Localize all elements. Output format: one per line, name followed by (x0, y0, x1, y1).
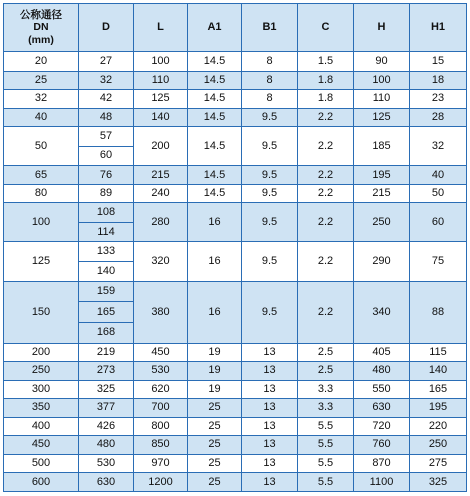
cell-l: 380 (134, 281, 188, 343)
cell-b1: 9.5 (242, 127, 298, 166)
table-row (4, 281, 467, 302)
cell-b1: 13 (242, 343, 298, 362)
cell-dn: 250 (4, 362, 79, 381)
cell-dn: 150 (4, 281, 79, 343)
cell-h: 760 (354, 436, 410, 455)
cell-d: 42 (79, 90, 134, 109)
cell-a1: 25 (188, 436, 242, 455)
cell-d: 480 (79, 436, 134, 455)
cell-d: 114 (79, 222, 134, 242)
cell-l: 280 (134, 203, 188, 242)
cell-d: 140 (79, 262, 134, 282)
cell-c: 3.3 (298, 380, 354, 399)
cell-h1: 165 (410, 380, 467, 399)
cell-d: 168 (79, 323, 134, 344)
cell-c: 5.5 (298, 417, 354, 436)
cell-h1: 115 (410, 343, 467, 362)
cell-c: 5.5 (298, 454, 354, 473)
cell-dn: 32 (4, 90, 79, 109)
cell-a1: 14.5 (188, 52, 242, 72)
cell-dn: 25 (4, 71, 79, 90)
cell-h1: 32 (410, 127, 467, 166)
table-row (4, 417, 467, 436)
cell-l: 970 (134, 454, 188, 473)
header-h1: H1 (410, 4, 467, 52)
header-d: D (79, 4, 134, 52)
cell-h: 630 (354, 399, 410, 418)
cell-a1: 14.5 (188, 90, 242, 109)
table-row (4, 71, 467, 90)
cell-h1: 40 (410, 166, 467, 185)
cell-h1: 325 (410, 473, 467, 492)
cell-h: 405 (354, 343, 410, 362)
cell-c: 2.2 (298, 281, 354, 343)
cell-h1: 140 (410, 362, 467, 381)
cell-d: 325 (79, 380, 134, 399)
cell-h: 290 (354, 242, 410, 281)
cell-d: 48 (79, 108, 134, 127)
cell-a1: 16 (188, 203, 242, 242)
table-row (4, 362, 467, 381)
cell-h1: 18 (410, 71, 467, 90)
cell-c: 2.2 (298, 108, 354, 127)
cell-l: 100 (134, 52, 188, 72)
cell-b1: 9.5 (242, 184, 298, 203)
cell-l: 800 (134, 417, 188, 436)
cell-b1: 13 (242, 473, 298, 492)
cell-d: 426 (79, 417, 134, 436)
cell-h: 195 (354, 166, 410, 185)
cell-dn: 400 (4, 417, 79, 436)
header-b1: B1 (242, 4, 298, 52)
cell-a1: 25 (188, 399, 242, 418)
cell-a1: 16 (188, 242, 242, 281)
cell-c: 2.2 (298, 166, 354, 185)
table-row (4, 473, 467, 492)
cell-a1: 25 (188, 454, 242, 473)
cell-b1: 13 (242, 417, 298, 436)
cell-d: 630 (79, 473, 134, 492)
table-row (4, 90, 467, 109)
cell-h1: 275 (410, 454, 467, 473)
cell-a1: 14.5 (188, 71, 242, 90)
header-dn-line: DN (33, 21, 49, 34)
cell-h: 870 (354, 454, 410, 473)
header-row (4, 4, 467, 52)
cell-a1: 19 (188, 380, 242, 399)
header-dn-line: 公称通径 (20, 9, 62, 22)
cell-h: 185 (354, 127, 410, 166)
cell-c: 5.5 (298, 436, 354, 455)
table-row (4, 380, 467, 399)
cell-b1: 8 (242, 52, 298, 72)
cell-c: 1.8 (298, 71, 354, 90)
cell-h1: 15 (410, 52, 467, 72)
cell-d: 273 (79, 362, 134, 381)
cell-b1: 9.5 (242, 108, 298, 127)
cell-h1: 88 (410, 281, 467, 343)
header-l: L (134, 4, 188, 52)
cell-b1: 9.5 (242, 242, 298, 281)
cell-c: 2.5 (298, 362, 354, 381)
cell-h1: 250 (410, 436, 467, 455)
cell-dn: 450 (4, 436, 79, 455)
cell-a1: 14.5 (188, 166, 242, 185)
cell-b1: 13 (242, 454, 298, 473)
cell-a1: 14.5 (188, 127, 242, 166)
cell-c: 2.2 (298, 184, 354, 203)
cell-b1: 13 (242, 362, 298, 381)
cell-d: 159 (79, 281, 134, 302)
table-row (4, 399, 467, 418)
cell-b1: 13 (242, 380, 298, 399)
cell-b1: 13 (242, 436, 298, 455)
cell-d: 32 (79, 71, 134, 90)
cell-dn: 65 (4, 166, 79, 185)
cell-h: 340 (354, 281, 410, 343)
cell-b1: 13 (242, 399, 298, 418)
cell-h1: 75 (410, 242, 467, 281)
cell-l: 200 (134, 127, 188, 166)
cell-h: 250 (354, 203, 410, 242)
cell-l: 320 (134, 242, 188, 281)
cell-l: 140 (134, 108, 188, 127)
cell-dn: 50 (4, 127, 79, 166)
header-h: H (354, 4, 410, 52)
cell-l: 110 (134, 71, 188, 90)
cell-l: 125 (134, 90, 188, 109)
dimension-table (3, 3, 467, 492)
cell-a1: 25 (188, 417, 242, 436)
cell-dn: 600 (4, 473, 79, 492)
cell-c: 2.5 (298, 343, 354, 362)
cell-h1: 28 (410, 108, 467, 127)
table-row (4, 203, 467, 223)
cell-c: 1.5 (298, 52, 354, 72)
table-row (4, 108, 467, 127)
cell-dn: 200 (4, 343, 79, 362)
cell-c: 2.2 (298, 242, 354, 281)
cell-d: 57 (79, 127, 134, 147)
table-row (4, 166, 467, 185)
cell-h1: 220 (410, 417, 467, 436)
table-row (4, 127, 467, 147)
cell-a1: 25 (188, 473, 242, 492)
cell-h: 480 (354, 362, 410, 381)
cell-l: 240 (134, 184, 188, 203)
cell-h1: 50 (410, 184, 467, 203)
cell-h1: 60 (410, 203, 467, 242)
cell-dn: 100 (4, 203, 79, 242)
cell-d: 530 (79, 454, 134, 473)
cell-b1: 9.5 (242, 281, 298, 343)
cell-a1: 16 (188, 281, 242, 343)
cell-d: 219 (79, 343, 134, 362)
cell-a1: 19 (188, 343, 242, 362)
table-row (4, 184, 467, 203)
header-c: C (298, 4, 354, 52)
cell-l: 700 (134, 399, 188, 418)
cell-h: 720 (354, 417, 410, 436)
cell-dn: 500 (4, 454, 79, 473)
cell-dn: 125 (4, 242, 79, 281)
cell-dn: 80 (4, 184, 79, 203)
cell-l: 450 (134, 343, 188, 362)
cell-c: 3.3 (298, 399, 354, 418)
cell-a1: 14.5 (188, 184, 242, 203)
cell-c: 2.2 (298, 203, 354, 242)
cell-c: 5.5 (298, 473, 354, 492)
table-row (4, 436, 467, 455)
cell-dn: 20 (4, 52, 79, 72)
cell-l: 215 (134, 166, 188, 185)
cell-h: 90 (354, 52, 410, 72)
cell-a1: 14.5 (188, 108, 242, 127)
cell-d: 165 (79, 302, 134, 323)
cell-dn: 40 (4, 108, 79, 127)
cell-b1: 9.5 (242, 203, 298, 242)
cell-c: 2.2 (298, 127, 354, 166)
cell-b1: 8 (242, 71, 298, 90)
header-dn-line: (mm) (28, 33, 54, 46)
cell-l: 530 (134, 362, 188, 381)
table-row (4, 454, 467, 473)
cell-d: 377 (79, 399, 134, 418)
cell-d: 108 (79, 203, 134, 223)
cell-l: 1200 (134, 473, 188, 492)
cell-d: 60 (79, 146, 134, 166)
cell-h1: 23 (410, 90, 467, 109)
cell-b1: 9.5 (242, 166, 298, 185)
cell-b1: 8 (242, 90, 298, 109)
cell-h: 100 (354, 71, 410, 90)
table-body (4, 52, 467, 492)
cell-dn: 300 (4, 380, 79, 399)
cell-h: 110 (354, 90, 410, 109)
cell-c: 1.8 (298, 90, 354, 109)
cell-d: 89 (79, 184, 134, 203)
cell-h: 550 (354, 380, 410, 399)
cell-dn: 350 (4, 399, 79, 418)
header-a1: A1 (188, 4, 242, 52)
cell-d: 27 (79, 52, 134, 72)
cell-d: 133 (79, 242, 134, 262)
cell-h1: 195 (410, 399, 467, 418)
cell-h: 1100 (354, 473, 410, 492)
cell-h: 215 (354, 184, 410, 203)
table-row (4, 242, 467, 262)
cell-l: 620 (134, 380, 188, 399)
header-dn (4, 4, 79, 52)
cell-h: 125 (354, 108, 410, 127)
table-row (4, 343, 467, 362)
cell-a1: 19 (188, 362, 242, 381)
cell-d: 76 (79, 166, 134, 185)
table-row (4, 52, 467, 72)
cell-l: 850 (134, 436, 188, 455)
